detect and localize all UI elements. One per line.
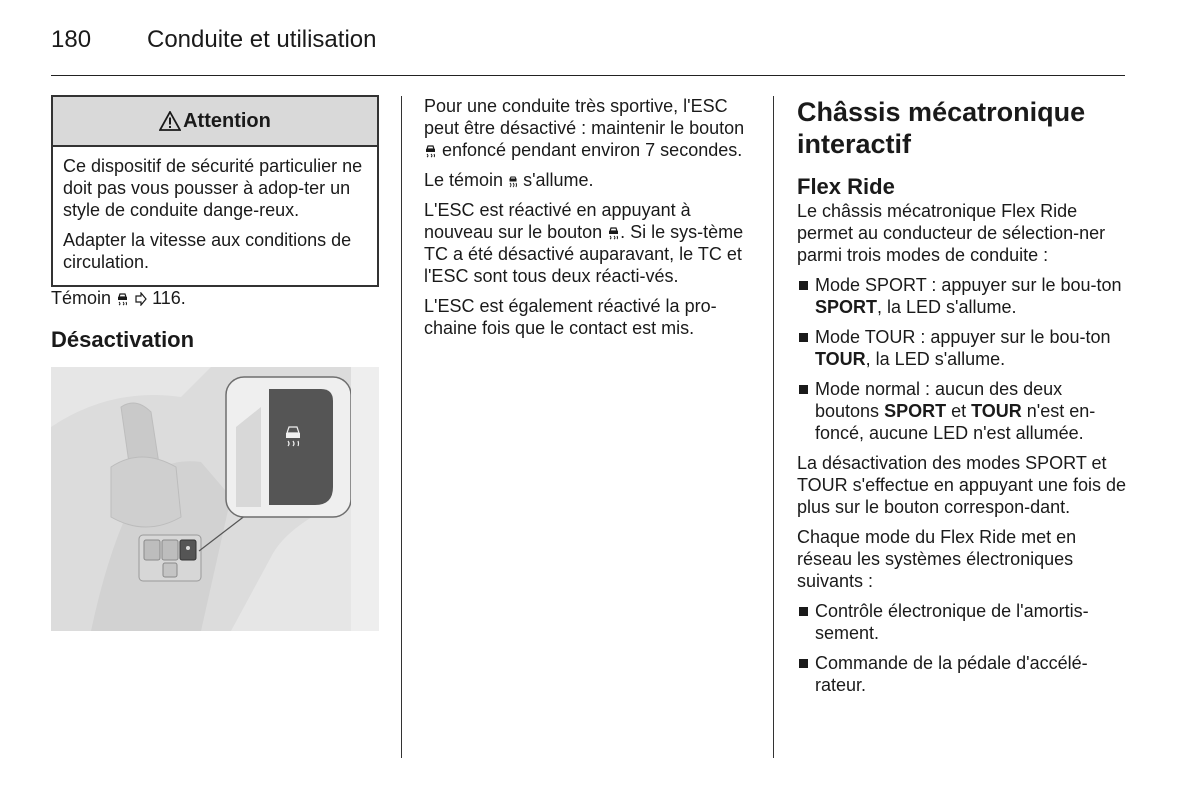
text: Pour une conduite très sportive, l'ESC peut être désactivé : maintenir le bouton [424, 96, 745, 138]
column-right [797, 96, 1127, 704]
text: et [946, 401, 972, 421]
list-item [797, 274, 1127, 318]
text: Mode normal : aucun des deux boutons [815, 379, 1063, 421]
warning-body [53, 147, 377, 285]
subsection-title-flexride: Flex Ride [797, 174, 895, 199]
warning-text-2: Adapter la vitesse aux conditions de circulation. [63, 230, 352, 272]
list-item: Commande de la pédale d'accélé-rateur. [797, 652, 1127, 696]
paragraph-esc-reactivate [424, 199, 754, 287]
section-heading-deactivation: Désactivation [51, 327, 195, 352]
text: . Si le sys-tème TC a été désactivé auparavant, le TC et l'ESC sont tous deux réacti-vés. [424, 222, 744, 286]
column-divider [401, 96, 402, 758]
text: n'est en-foncé, aucune LED n'est allumée. [815, 401, 1096, 443]
paragraph-intro: Le châssis mécatronique Flex Ride permet au conducteur de sélection-ner parmi trois modes de conduite : [797, 201, 1106, 265]
text: Le témoin [424, 170, 504, 190]
paragraph-network: Chaque mode du Flex Ride met en réseau les systèmes électroniques suivants : [797, 527, 1077, 591]
text: , la LED s'allume. [877, 297, 1017, 317]
esc-indicator-icon [508, 175, 518, 188]
page-title: Conduite et utilisation [147, 26, 377, 53]
column-left [51, 95, 379, 636]
page-header [51, 26, 1125, 76]
header-rule [51, 75, 1125, 76]
text: Mode TOUR : appuyer sur le bou-ton [815, 327, 1111, 347]
warning-title: Attention [183, 110, 271, 132]
text: enfoncé pendant environ 7 secondes. [442, 140, 743, 160]
reference-page: 116. [152, 288, 186, 308]
paragraph-deactivation: La désactivation des modes SPORT et TOUR s'effectue en appuyant une fois de plus sur le bouton correspon-dant. [797, 453, 1126, 517]
paragraph-esc-deactivate [424, 95, 754, 161]
button-label-tour: TOUR [971, 401, 1022, 421]
text: s'allume. [523, 170, 594, 190]
reference-line [51, 287, 379, 309]
list-item: Contrôle électronique de l'amortis-sement. [797, 600, 1127, 644]
paragraph-indicator-on [424, 169, 754, 191]
text: , la LED s'allume. [865, 349, 1006, 369]
mode-list [797, 274, 1127, 444]
paragraph-esc-ignition: L'ESC est également réactivé la pro-chaine fois que le contact est mis. [424, 296, 717, 338]
warning-box [51, 95, 379, 287]
center-console-illustration [51, 367, 379, 631]
list-item [797, 326, 1127, 370]
list-item [797, 378, 1127, 444]
esc-off-icon [424, 144, 437, 158]
section-title-chassis: Châssis mécatronique interactif [797, 97, 1086, 159]
warning-text-1: Ce dispositif de sécurité particulier ne doit pas vous pousser à adop-ter un style de conduite dange-reux. [63, 156, 363, 220]
button-label-sport: SPORT [884, 401, 947, 421]
esc-off-icon [116, 292, 129, 306]
esc-off-icon [607, 226, 620, 240]
text: L'ESC est réactivé en appuyant à nouveau sur le bouton [424, 200, 691, 242]
text: Mode SPORT : appuyer sur le bou-ton [815, 275, 1122, 295]
button-label-sport: SPORT [815, 297, 878, 317]
page-reference-arrow-icon [134, 292, 147, 306]
column-divider [773, 96, 774, 758]
page-number: 180 [51, 26, 92, 53]
warning-triangle-icon [159, 111, 181, 131]
systems-list [797, 600, 1127, 696]
column-middle [424, 95, 754, 347]
button-label-tour: TOUR [815, 349, 866, 369]
reference-prefix: Témoin [51, 288, 112, 308]
warning-header [53, 97, 377, 147]
